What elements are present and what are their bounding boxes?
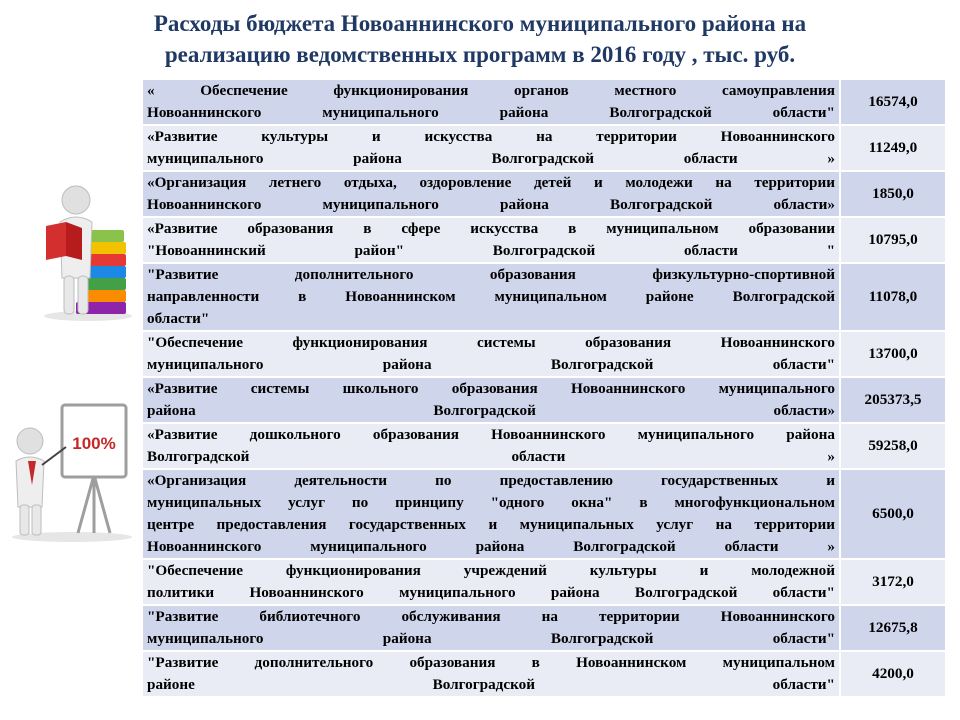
program-name-line: "Обеспечение функционирования системы образования Новоаннинского xyxy=(147,334,835,351)
program-name-line: политики Новоаннинского муниципального района Волгоградской области" xyxy=(147,584,835,601)
program-amount-cell: 59258,0 xyxy=(839,424,945,468)
page-title-line-2: реализацию ведомственных программ в 2016 году , тыс. руб. xyxy=(164,42,796,67)
program-name-line: муниципального района Волгоградской области » xyxy=(147,150,835,167)
person-presenting-chart-icon xyxy=(6,395,138,543)
program-name-line: "Развитие дополнительного образования физкультурно-спортивной xyxy=(147,266,835,283)
board-percent-label: 100% xyxy=(72,434,116,453)
program-name-line: «Развитие дошкольного образования Новоаннинского муниципального района xyxy=(147,426,835,443)
program-name-line: Новоаннинского муниципального района Волгоградской области » xyxy=(147,538,835,555)
program-amount-cell: 6500,0 xyxy=(839,470,945,558)
program-name-line: муниципального района Волгоградской области" xyxy=(147,356,835,373)
program-name-line: районе Волгоградской области" xyxy=(147,676,835,693)
program-name-line: центре предоставления государственных и муниципальных услуг на территории xyxy=(147,516,835,533)
program-name-cell xyxy=(143,218,839,262)
program-name-cell xyxy=(143,606,839,650)
program-name-cell xyxy=(143,424,839,468)
table-row xyxy=(143,264,945,330)
programs-table-body xyxy=(143,80,945,696)
program-name-cell xyxy=(143,560,839,604)
table-row xyxy=(143,470,945,558)
program-amount-cell: 16574,0 xyxy=(839,80,945,124)
program-amount-cell: 10795,0 xyxy=(839,218,945,262)
program-name-line: Новоаннинского муниципального района Волгоградской области" xyxy=(147,104,835,121)
table-row xyxy=(143,332,945,376)
program-name-line: района Волгоградской области» xyxy=(147,402,835,419)
program-name-line: « Обеспечение функционирования органов местного самоуправления xyxy=(147,82,835,99)
program-name-line: "Новоаннинский район" Волгоградской области " xyxy=(147,242,835,259)
program-name-cell xyxy=(143,332,839,376)
program-amount-cell: 13700,0 xyxy=(839,332,945,376)
program-name-line: «Организация летнего отдыха, оздоровление детей и молодежи на территории xyxy=(147,174,835,191)
program-name-line: Новоаннинского муниципального района Волгоградской области» xyxy=(147,196,835,213)
program-amount-cell: 4200,0 xyxy=(839,652,945,696)
table-row xyxy=(143,126,945,170)
program-name-line: направленности в Новоаннинском муниципальном районе Волгоградской xyxy=(147,288,835,305)
page-title-line-1: Расходы бюджета Новоаннинского муниципального района на xyxy=(153,11,807,36)
table-row xyxy=(143,218,945,262)
table-row xyxy=(143,378,945,422)
program-name-line: области" xyxy=(147,310,210,327)
program-name-line: муниципальных услуг по принципу "одного окна" в многофункциональном xyxy=(147,494,835,511)
program-name-line: Волгоградской области » xyxy=(147,448,835,465)
table-row xyxy=(143,560,945,604)
program-amount-cell: 11249,0 xyxy=(839,126,945,170)
program-name-line: «Развитие системы школьного образования Новоаннинского муниципального xyxy=(147,380,835,397)
program-amount-cell: 11078,0 xyxy=(839,264,945,330)
program-amount-cell: 1850,0 xyxy=(839,172,945,216)
program-name-cell xyxy=(143,126,839,170)
table-row xyxy=(143,424,945,468)
program-name-line: "Обеспечение функционирования учреждений культуры и молодежной xyxy=(147,562,835,579)
program-name-line: «Организация деятельности по предоставлению государственных и xyxy=(147,472,835,489)
page-title xyxy=(60,8,900,70)
program-name-line: муниципального района Волгоградской области" xyxy=(147,630,835,647)
program-name-cell xyxy=(143,80,839,124)
program-name-cell xyxy=(143,378,839,422)
program-amount-cell: 3172,0 xyxy=(839,560,945,604)
table-row xyxy=(143,172,945,216)
program-name-cell xyxy=(143,652,839,696)
program-amount-cell: 12675,8 xyxy=(839,606,945,650)
program-amount-cell: 205373,5 xyxy=(839,378,945,422)
person-reading-books-icon xyxy=(36,182,136,322)
table-row xyxy=(143,606,945,650)
program-name-line: "Развитие библиотечного обслуживания на территории Новоаннинского xyxy=(147,608,835,625)
program-name-cell xyxy=(143,264,839,330)
table-row xyxy=(143,652,945,696)
program-name-cell xyxy=(143,172,839,216)
program-name-cell xyxy=(143,470,839,558)
programs-budget-table xyxy=(143,78,945,698)
table-row xyxy=(143,80,945,124)
program-name-line: "Развитие дополнительного образования в Новоаннинском муниципальном xyxy=(147,654,835,671)
program-name-line: «Развитие образования в сфере искусства в муниципальном образовании xyxy=(147,220,835,237)
program-name-line: «Развитие культуры и искусства на территории Новоаннинского xyxy=(147,128,835,145)
